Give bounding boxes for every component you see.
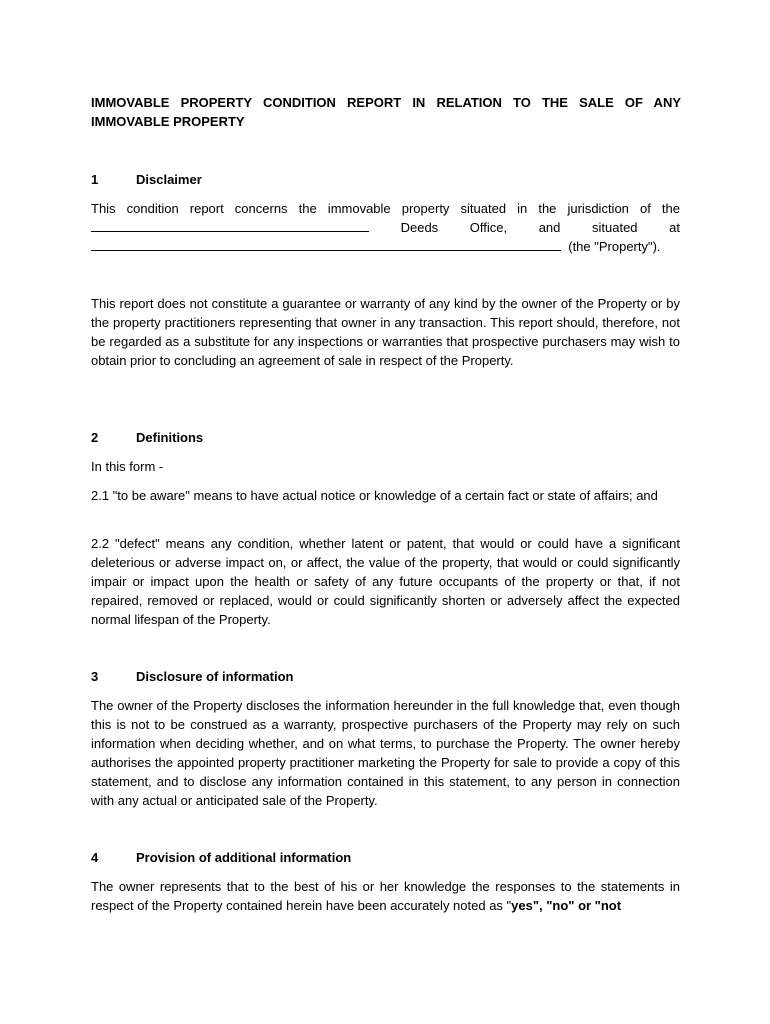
- section-title: Disclaimer: [136, 172, 202, 187]
- disclosure-paragraph: The owner of the Property discloses the information hereunder in the full knowledge that, even though this is not to be construed as a warranty, prospective purchasers of the Property may rely on such information when deciding whether, and on what terms, to purchase the Property. The owner hereby authorises the appointed property practitioner marketing the Property for sale to provide a copy of this statement, and to disclose any information contained in this statement, to any person in connection with any actual or anticipated sale of the Property.: [91, 698, 680, 808]
- disclaimer-intro: [91, 199, 680, 256]
- definition-aware: 2.1 "to be aware" means to have actual notice or knowledge of a certain fact or state of affairs; and: [91, 488, 658, 503]
- section-number: 3: [91, 669, 99, 684]
- section-3-heading: [91, 667, 293, 686]
- definition-defect: 2.2 "defect" means any condition, whether latent or patent, that would or could have a significant deleterious or adverse impact on, or affect, the value of the property, that would or could significantly impair or impact upon the health or safety of any future occupants of the property or that, if not repaired, removed or replaced, would or could significantly shorten or adversely affect the expected normal lifespan of the Property.: [91, 536, 680, 627]
- section-title: Provision of additional information: [136, 850, 352, 865]
- section-number: 4: [91, 850, 99, 865]
- section-4-heading: [91, 848, 351, 867]
- definitions-lead: In this form -: [91, 459, 164, 474]
- disclaimer-paragraph: This report does not constitute a guarantee or warranty of any kind by the owner of the Property or by the property practitioners representing that owner in any transaction. This report should, therefore, not be regarded as a substitute for any inspections or warranties that prospective purchasers may wish to obtain prior to concluding an agreement of sale in respect of the Property.: [91, 296, 680, 368]
- section-2-heading: [91, 428, 203, 447]
- section-title: Disclosure of information: [136, 669, 294, 684]
- disclaimer-intro-line-1: This condition report concerns the immovable property situated in the jurisdiction of the: [91, 201, 680, 216]
- disclaimer-intro-line-2: Deeds Office, and situated at: [91, 218, 680, 237]
- property-address-blank[interactable]: [91, 237, 561, 251]
- document-title: IMMOVABLE PROPERTY CONDITION REPORT IN RELATION TO THE SALE OF ANY IMMOVABLE PROPERTY: [91, 95, 681, 129]
- disclaimer-intro-line-3: (the "Property").: [91, 237, 680, 256]
- section-number: 2: [91, 430, 99, 445]
- additional-info-paragraph: The owner represents that to the best of his or her knowledge the responses to the statements in respect of the Property contained herein have been accurately noted as "yes", "no" or "not: [91, 879, 680, 913]
- section-title: Definitions: [136, 430, 204, 445]
- response-options: yes", "no" or "not: [511, 898, 622, 913]
- section-1-heading: [91, 170, 202, 189]
- section-number: 1: [91, 172, 99, 187]
- jurisdiction-blank[interactable]: [91, 218, 369, 232]
